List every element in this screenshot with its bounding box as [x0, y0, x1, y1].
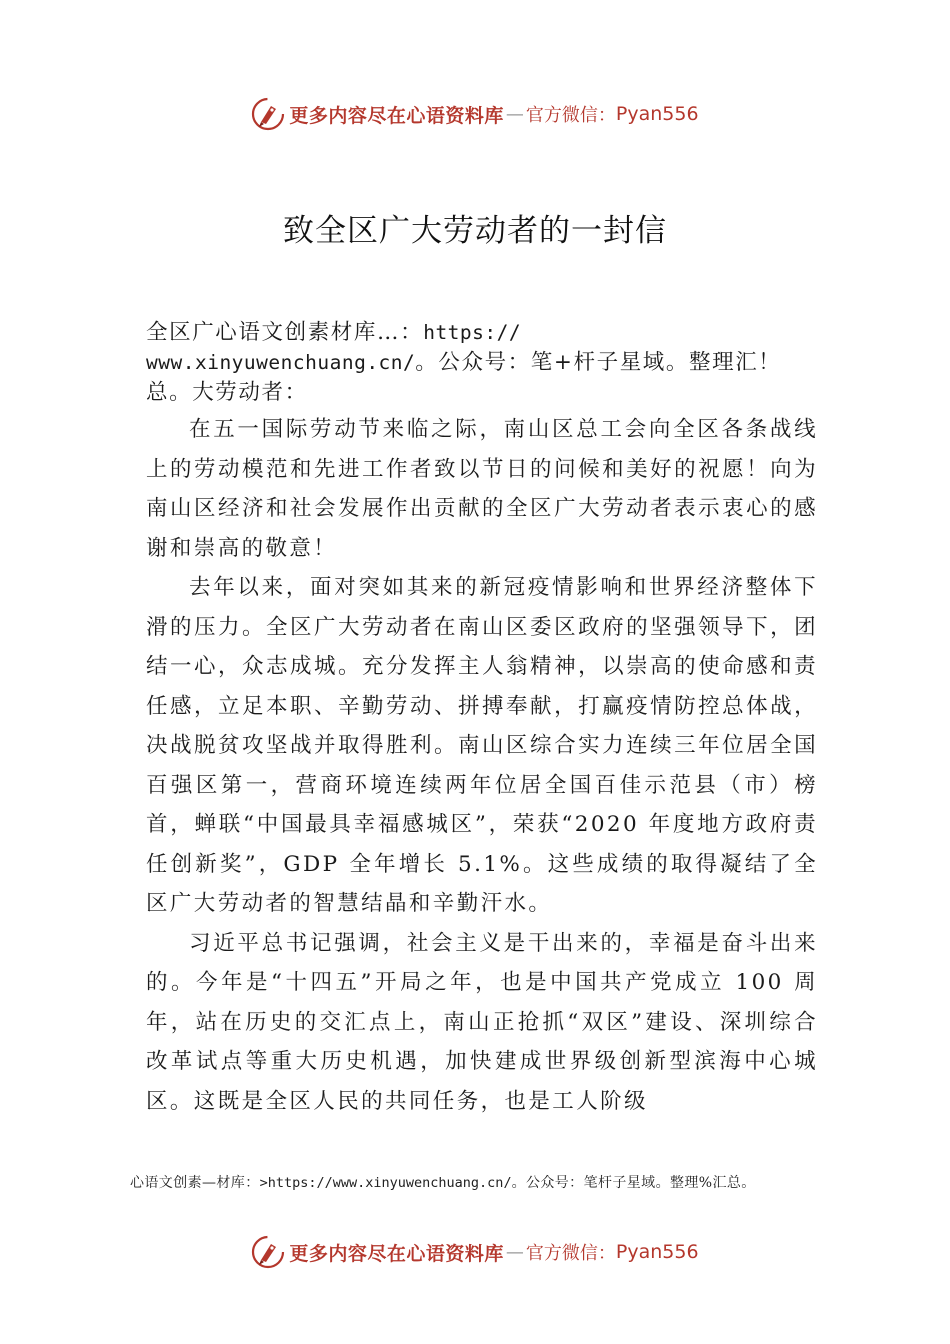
footer-note-suffix: 。公众号：笔杆子星域。整理%汇总。 [511, 1175, 756, 1191]
source-note-prefix: 全区广心语文创素材库…： [146, 320, 424, 345]
paragraph-3: 习近平总书记强调，社会主义是干出来的，幸福是奋斗出来的。今年是“十四五”开局之年，也是中国共产党成立 100 周年，站在历史的交汇点上，南山正抢抓“双区”建设、深圳综合改革试点等重大历史机遇，加快建成世界级创新型滨海中心城区。这既是全区人民的共同任务，也是工人阶级 [146, 930, 818, 1114]
document-title: 致全区广大劳动者的一封信 [283, 213, 667, 249]
letter-body [146, 410, 818, 1121]
source-note-url-b[interactable]: www.xinyuwenchuang.cn/ [146, 351, 416, 374]
banner-text: 更多内容尽在心语资料库 [289, 104, 504, 127]
header-banner [0, 94, 950, 134]
footer-note [130, 1172, 850, 1192]
banner-wechat-id: Pyan556 [615, 1241, 699, 1263]
banner-dash: — [505, 103, 524, 125]
footer-note-url[interactable]: >https://www.xinyuwenchuang.cn/ [259, 1175, 512, 1191]
footer-banner [0, 1232, 950, 1272]
source-note-suffix: 。公众号：笔+杆子星域。整理汇！总。大劳动者： [146, 350, 782, 405]
pen-nib-logo-icon [251, 1235, 285, 1269]
banner-wechat-label: 官方微信： [525, 1243, 616, 1264]
paragraph-1: 在五一国际劳动节来临之际，南山区总工会向全区各条战线上的劳动模范和先进工作者致以节日的问候和美好的祝愿！向为南山区经济和社会发展作出贡献的全区广大劳动者表示衷心的感谢和崇高的敬意！ [146, 417, 818, 561]
pen-nib-logo-icon [251, 97, 285, 131]
banner-text: 更多内容尽在心语资料库 [289, 1242, 504, 1265]
paragraph-2: 去年以来，面对突如其来的新冠疫情影响和世界经济整体下滑的压力。全区广大劳动者在南山区委区政府的坚强领导下，团结一心，众志成城。充分发挥主人翁精神，以崇高的使命感和责任感，立足本职、辛勤劳动、拼搏奉献，打赢疫情防控总体战，决战脱贫攻坚战并取得胜利。南山区综合实力连续三年位居全国百强区第一，营商环境连续两年位居全国百佳示范县（市）榜首，蝉联“中国最具幸福感城区”，荣获“2020 年度地方政府责任创新奖”，GDP 全年增长 5.1%。这些成绩的取得凝结了全区广大劳动者的智慧结晶和辛勤汗水。 [146, 575, 818, 916]
banner-wechat-label: 官方微信： [525, 105, 616, 126]
source-note-url-a[interactable]: https:// [423, 321, 522, 344]
source-note [146, 318, 818, 408]
banner-dash: — [505, 1241, 524, 1263]
footer-note-prefix: 心语文创素—材库： [130, 1175, 260, 1191]
banner-wechat-id: Pyan556 [615, 103, 699, 125]
